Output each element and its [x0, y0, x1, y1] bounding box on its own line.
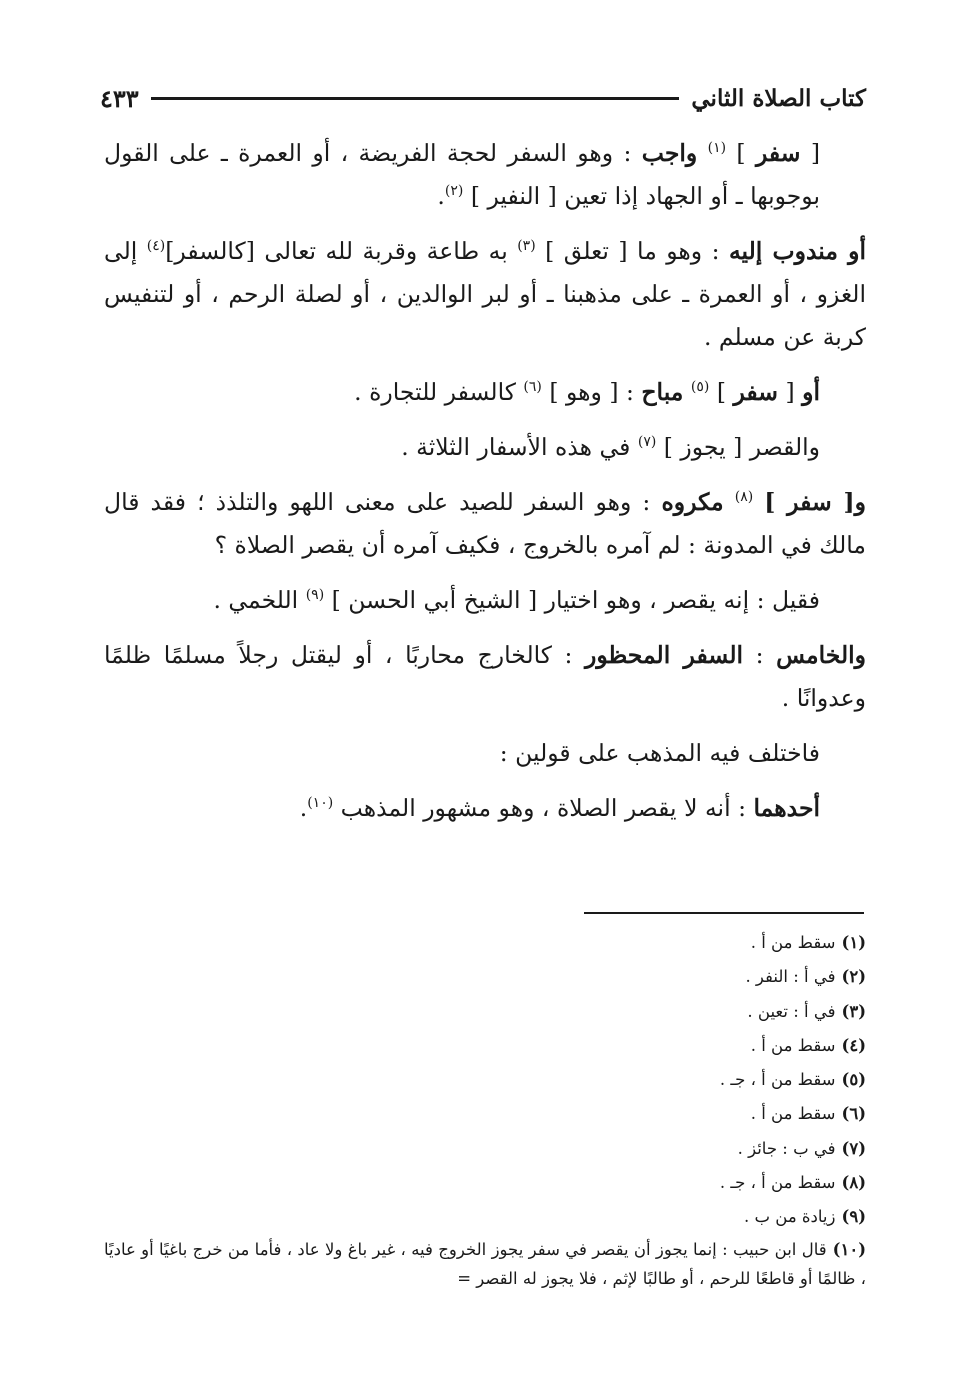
footnote-text: زيادة من ب .	[744, 1207, 836, 1227]
text-run: : كالخارج محاربًا ، أو ليقتل رجلاً مسلمًا ظلمًا وعدوانًا .	[104, 641, 866, 712]
page-number: ٤٣٣	[100, 83, 139, 113]
bold-term: أحدهما	[753, 794, 820, 822]
running-title: كتاب الصلاة الثاني	[691, 84, 866, 112]
footnote-ref[interactable]: (٧)	[637, 434, 657, 450]
text-run: : وهو ما [ تعلق ]	[535, 237, 729, 265]
text-run: ]	[726, 139, 756, 167]
bold-term: مكروه	[661, 488, 724, 516]
footnote-text: سقط من أ ، جـ .	[719, 1070, 836, 1090]
footnote-number: (١٠)	[832, 1239, 866, 1259]
paragraph-obligatory-travel	[104, 132, 866, 218]
bold-term: سفر	[733, 378, 778, 406]
paragraph-recommended-travel	[104, 230, 866, 359]
footnote-number: (٢)	[841, 967, 866, 987]
paragraph-forbidden-travel	[104, 634, 866, 720]
footnote-text: سقط من أ .	[750, 1104, 836, 1124]
text-run: :	[743, 641, 777, 669]
footnote-number: (٦)	[841, 1104, 866, 1124]
footnote-text: في أ : تعين .	[747, 1001, 836, 1021]
bold-term: سفر	[755, 139, 801, 167]
paragraph-shortening-allowed	[104, 426, 866, 469]
footnote-ref[interactable]: (٣)	[517, 238, 536, 254]
footnote-item	[104, 926, 866, 960]
text-run: : وهو السفر لحجة الفريضة ، أو العمرة ـ على القول بوجوبها ـ أو الجهاد إذا تعين [ النفير ]	[104, 139, 820, 210]
bold-term: والخامس	[776, 641, 867, 669]
footnote-number: (٣)	[841, 1001, 866, 1021]
footnote-ref[interactable]: (٦)	[523, 379, 542, 395]
text-run	[697, 139, 707, 167]
footnote-number: (٥)	[841, 1070, 866, 1090]
text-run	[683, 378, 690, 406]
text-run: [	[800, 139, 821, 167]
text-run: اللخمي .	[213, 586, 306, 614]
footnote-text: في ب : جائز .	[737, 1138, 836, 1158]
footnote-ref[interactable]: (١٠)	[307, 795, 334, 811]
footnote-item	[104, 1097, 866, 1131]
footnote-number: (٨)	[841, 1173, 866, 1193]
footnote-ref[interactable]: (٥)	[690, 379, 710, 395]
footnote-text: سقط من أ ، جـ .	[719, 1173, 836, 1193]
header-rule	[151, 97, 680, 100]
text-run: به طاعة وقربة لله تعالى [كالسفر]	[165, 237, 518, 265]
footnote-ref[interactable]: (٤)	[146, 238, 166, 254]
bold-term: واجب	[641, 139, 698, 167]
footnote-text: سقط من أ .	[750, 933, 836, 952]
footnote-text: قال ابن حبيب : إنما يجوز أن يقصر في سفر يجوز الخروج فيه ، غير باغ ولا عاد ، فأما من خرج باغيًا أو عاديًا ، ظالمًا أو قاطعًا للرحم ، أو طالبًا لإثم ، فلا يجوز له القصر =	[104, 1239, 866, 1288]
footnote-text: سقط من أ .	[750, 1035, 836, 1055]
footnote-number: (٩)	[841, 1207, 866, 1227]
text-run: ]	[709, 378, 734, 406]
footnote-number: (٧)	[841, 1138, 866, 1158]
text-run: : [ وهو ]	[541, 378, 642, 406]
bold-term: و[ سفر ]	[764, 488, 866, 516]
footnotes	[104, 926, 866, 1293]
paragraph-disliked-travel	[104, 481, 866, 567]
text-run: فاختلف فيه المذهب على قولين :	[499, 739, 820, 767]
footnote-item	[104, 1029, 866, 1063]
paragraph-permissible-travel	[104, 371, 866, 414]
footnote-ref[interactable]: (٢)	[444, 183, 464, 199]
footnote-ref[interactable]: (١)	[707, 140, 727, 156]
paragraph-two-opinions	[104, 732, 866, 775]
footnote-number: (١)	[841, 933, 866, 952]
footnote-item	[104, 995, 866, 1029]
bold-term: أو مندوب إليه	[728, 237, 866, 265]
footnote-ref[interactable]: (٩)	[305, 587, 325, 603]
text-run: .	[437, 182, 445, 210]
main-text	[104, 132, 866, 830]
text-run: .	[299, 794, 308, 822]
text-run: فقيل : إنه يقصر ، وهو اختيار [ الشيخ أبي الحسن ]	[324, 586, 820, 614]
bold-term: مباح	[641, 378, 684, 406]
footnote-text: في أ : النفر .	[745, 967, 836, 987]
text-run: : أنه لا يقصر الصلاة ، وهو مشهور المذهب	[333, 794, 754, 822]
text-run	[753, 488, 764, 516]
paragraph-first-opinion	[104, 787, 866, 830]
footnote-item	[104, 1200, 866, 1234]
paragraph-lakhmi-opinion	[104, 579, 866, 622]
footnote-item	[104, 960, 866, 994]
footnote-separator	[584, 912, 864, 914]
footnote-item	[104, 1166, 866, 1200]
footnote-number: (٤)	[841, 1035, 866, 1055]
text-run: كالسفر للتجارة .	[354, 378, 524, 406]
bold-term: السفر المحظور	[585, 641, 744, 669]
text-run: في هذه الأسفار الثلاثة .	[401, 433, 638, 461]
text-run: إلى الغزو ، أو العمرة ـ على مذهبنا ـ أو لبر الوالدين ، أو لصلة الرحم ، أو لتنفيس كربة عن مسلم .	[104, 237, 866, 351]
footnote-item	[104, 1235, 866, 1293]
bold-term: أو	[802, 378, 820, 406]
text-run: والقصر [ يجوز ]	[656, 433, 820, 461]
footnote-item	[104, 1132, 866, 1166]
text-run: [	[778, 378, 803, 406]
page-header	[100, 76, 866, 120]
text-run: : وهو السفر للصيد على معنى اللهو والتلذذ ؛ فقد قال مالك في المدونة : لم آمره بالخروج ، فكيف آمره أن يقصر الصلاة ؟	[104, 488, 866, 559]
footnote-item	[104, 1063, 866, 1097]
footnote-ref[interactable]: (٨)	[734, 489, 754, 505]
text-run	[724, 488, 735, 516]
